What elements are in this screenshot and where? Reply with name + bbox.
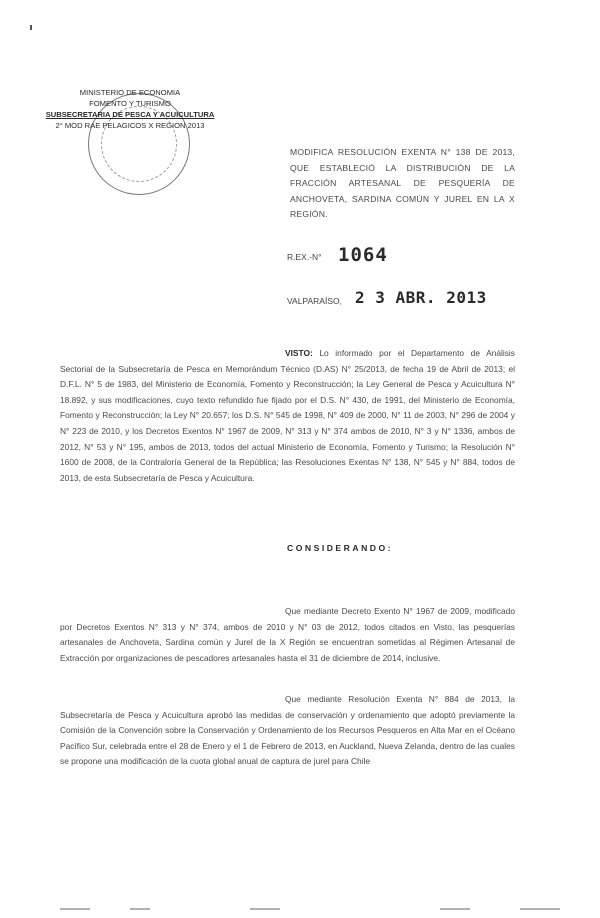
ministry-subtitle: FOMENTO Y TURISMO bbox=[89, 99, 171, 108]
date-stamp: 2 3 ABR. 2013 bbox=[355, 288, 487, 307]
subsecretaria-label: SUBSECRETARIA DE PESCA Y ACUICULTURA bbox=[45, 110, 215, 119]
file-reference: 2° MOD RAE PELAGICOS X REGION 2013 bbox=[55, 121, 205, 130]
resolution-subject: MODIFICA RESOLUCIÓN EXENTA N° 138 DE 2013, QUE ESTABLECIÓ LA DISTRIBUCIÓN DE LA FRACCIÓN ARTESANAL DE PESQUERÍA DE ANCHOVETA, SARDINA COMÚN Y JUREL EN LA X REGIÓN. bbox=[290, 147, 515, 219]
considerando-paragraph-2: Que mediante Resolución Exenta N° 884 de 2013, la Subsecretaría de Pesca y Acuicultura aprobó las medidas de conservación y ordenamiento que adoptó previamente la Comisión de la Convención sobre la Conservación y Ordenamiento de los Recursos Pesqueros en Alta Mar en el Océano Pacífico Sur, celebrada entre el 28 de Enero y el 1 de Febrero de 2013, en Auckland, Nueva Zelanda, dentro de las cuales se propone una modificación de la cuota global anual de captura de jurel para Chile bbox=[60, 694, 515, 767]
resolution-number: 1064 bbox=[338, 244, 388, 266]
scan-mark bbox=[30, 25, 32, 30]
considerando-paragraph-1: Que mediante Decreto Exento N° 1967 de 2009, modificado por Decretos Exentos N° 313 y N° 374, ambos de 2010 y N° 03 de 2012, todos citados en Visto, las pesquerías artesanales de Anchoveta, Sardina común y Jurel de la X Región se encuentran sometidas al Régimen Artesanal de Extracción por organizaciones de pescadores artesanales hasta el 31 de diciembre de 2014, inclusive. bbox=[60, 606, 515, 663]
visto-paragraph bbox=[60, 346, 515, 486]
visto-text: Lo informado por el Departamento de Análisis Sectorial de la Subsecretaría de Pesca en Memorándum Técnico (D.AS) N° 25/2013, de fecha 19 de Abril de 2013; el D.F.L. N° 5 de 1983, del Ministerio de Economía, Fomento y Reconstrucción; la Ley General de Pesca y Acuicultura N° 18.892, y sus modificaciones, cuyo texto refundido fue fijado por el D.S. N° 430, de 1991, del Ministerio de Economía, Fomento y Reconstrucción; la Ley N° 20.657; los D.S. N° 545 de 1998, N° 409 de 2000, N° 11 de 2003, N° 296 de 2004 y N° 223 de 2010, y los Decretos Exentos N° 1967 de 2009, N° 313 y N° 374 ambos de 2010, N° 3 y N° 1336, ambos de 2012, N° 53 y N° 195, ambos de 2013, todos del actual Ministerio de Economía, Fomento y Turismo; la Resolución N° 1600 de 2008, de la Contraloría General de la República; las Resoluciones Exentas N° 138, N° 545 y N° 884, todos de 2013, de esta Subsecretaría de Pesca y Acuicultura. bbox=[60, 348, 515, 483]
footer-scan-marks bbox=[0, 905, 600, 913]
resolution-number-label: R.EX.-N° bbox=[287, 252, 322, 262]
ministry-name: MINISTERIO DE ECONOMIA bbox=[79, 88, 181, 97]
considerando-heading: CONSIDERANDO: bbox=[287, 543, 394, 553]
visto-heading: VISTO: bbox=[285, 348, 313, 358]
place-label: VALPARAÍSO, bbox=[287, 296, 342, 306]
subsecretaria-name bbox=[45, 110, 215, 121]
